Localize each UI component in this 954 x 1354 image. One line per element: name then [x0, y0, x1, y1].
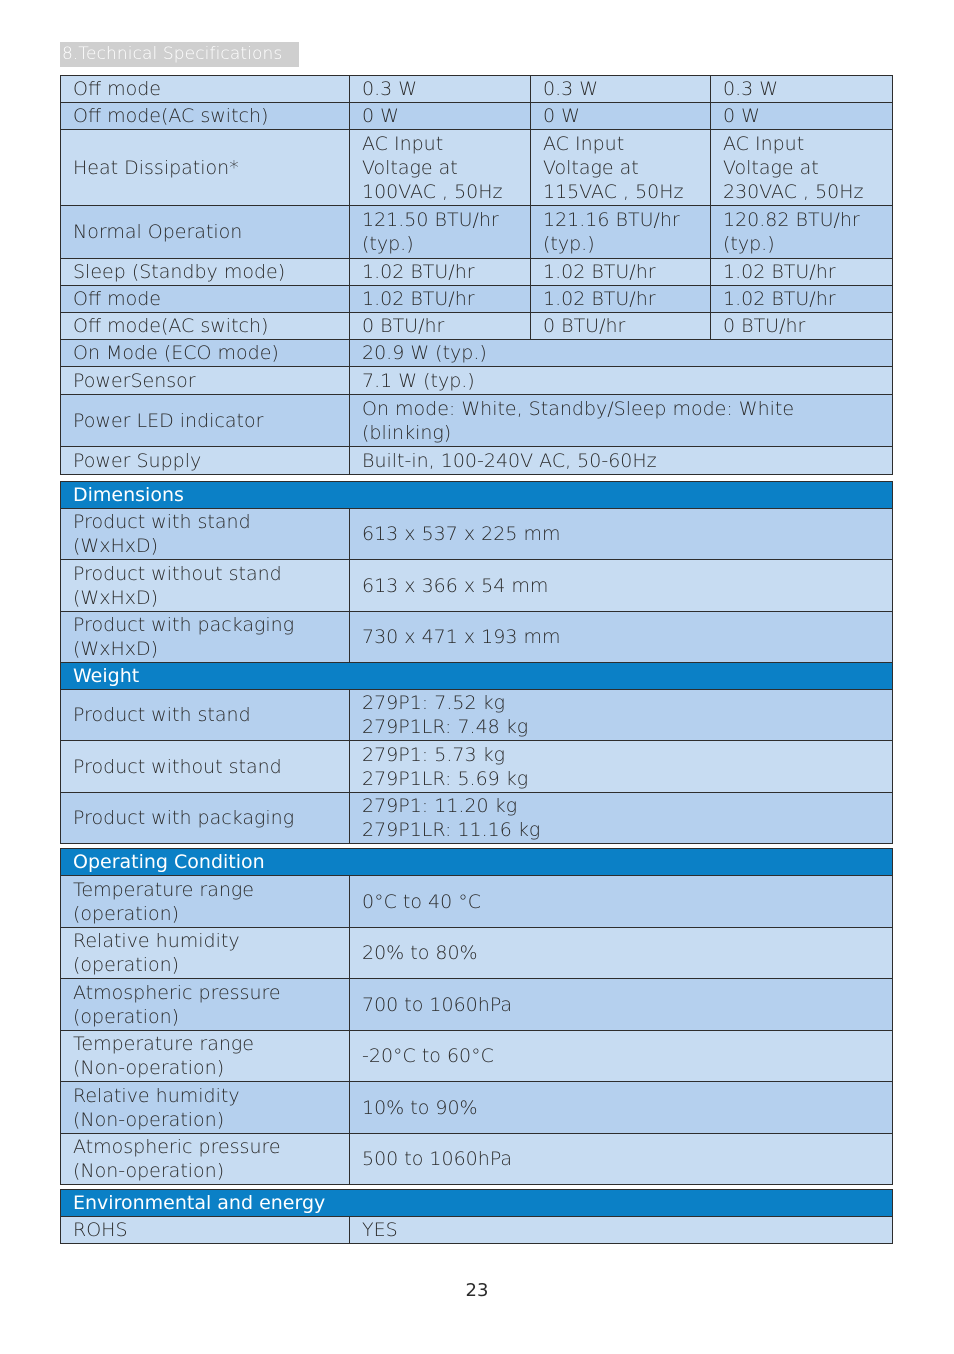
value-cell: 0.3 W [531, 76, 711, 103]
value-cell: 0°C to 40 °C [350, 876, 893, 928]
value-cell: 0.3 W [350, 76, 531, 103]
section-header-weight [61, 663, 893, 690]
row-label: Product with packaging [61, 793, 350, 844]
section-title-tab: 8.Technical Specifications [60, 42, 299, 67]
value-cell: 279P1: 7.52 kg 279P1LR: 7.48 kg [350, 690, 893, 741]
table-row [61, 103, 893, 130]
table-row [61, 690, 893, 741]
value-cell: 700 to 1060hPa [350, 979, 893, 1031]
row-label: Product with stand [61, 690, 350, 741]
row-label: Product with stand (WxHxD) [61, 509, 350, 560]
table-row [61, 130, 893, 206]
power-spec-table [60, 75, 893, 475]
value-cell: 1.02 BTU/hr [531, 259, 711, 286]
page-number: 23 [465, 1280, 489, 1301]
value-cell: 1.02 BTU/hr [711, 286, 893, 313]
section-header-environmental [61, 1190, 893, 1217]
value-cell: AC Input Voltage at 230VAC , 50Hz [711, 130, 893, 206]
section-heading: Environmental and energy [61, 1190, 893, 1217]
table-row [61, 876, 893, 928]
value-cell: 120.82 BTU/hr (typ.) [711, 206, 893, 259]
value-cell: 0 BTU/hr [531, 313, 711, 340]
value-cell: YES [350, 1217, 893, 1244]
value-cell: 1.02 BTU/hr [350, 259, 531, 286]
row-label: Off mode(AC switch) [61, 103, 350, 130]
row-label: Heat Dissipation* [61, 130, 350, 206]
value-cell: 730 x 471 x 193 mm [350, 612, 893, 663]
operating-condition-table [60, 848, 893, 1185]
table-row [61, 1217, 893, 1244]
value-cell: 121.16 BTU/hr (typ.) [531, 206, 711, 259]
value-cell: -20°C to 60°C [350, 1031, 893, 1082]
row-label: Relative humidity (Non-operation) [61, 1082, 350, 1134]
table-row [61, 979, 893, 1031]
table-row [61, 313, 893, 340]
row-label: Atmospheric pressure (Non-operation) [61, 1134, 350, 1185]
value-cell: 1.02 BTU/hr [711, 259, 893, 286]
row-label: Power LED indicator [61, 395, 350, 447]
value-cell: 1.02 BTU/hr [531, 286, 711, 313]
table-row [61, 928, 893, 979]
value-cell: 10% to 90% [350, 1082, 893, 1134]
table-row [61, 206, 893, 259]
value-cell: 613 x 537 x 225 mm [350, 509, 893, 560]
table-row [61, 741, 893, 793]
dimensions-weight-operating-table [60, 481, 893, 844]
row-label: Relative humidity (operation) [61, 928, 350, 979]
row-label: Product without stand [61, 741, 350, 793]
table-row [61, 259, 893, 286]
value-cell: 279P1: 5.73 kg 279P1LR: 5.69 kg [350, 741, 893, 793]
section-heading: Weight [61, 663, 893, 690]
row-label: Temperature range (Non-operation) [61, 1031, 350, 1082]
row-label: Atmospheric pressure (operation) [61, 979, 350, 1031]
row-label: Normal Operation [61, 206, 350, 259]
table-row [61, 1134, 893, 1185]
section-heading: Operating Condition [61, 849, 893, 876]
table-row [61, 612, 893, 663]
value-cell: 0 W [711, 103, 893, 130]
row-label: Power Supply [61, 447, 350, 475]
row-label: Off mode(AC switch) [61, 313, 350, 340]
table-row [61, 340, 893, 367]
value-cell: 20% to 80% [350, 928, 893, 979]
table-row [61, 1082, 893, 1134]
value-cell: 500 to 1060hPa [350, 1134, 893, 1185]
row-label: Product with packaging (WxHxD) [61, 612, 350, 663]
value-cell: 0 BTU/hr [350, 313, 531, 340]
value-cell: On mode: White, Standby/Sleep mode: White (blinking) [350, 395, 893, 447]
row-label: PowerSensor [61, 367, 350, 395]
value-cell: Built-in, 100-240V AC, 50-60Hz [350, 447, 893, 475]
row-label: Product without stand (WxHxD) [61, 560, 350, 612]
value-cell: 20.9 W (typ.) [350, 340, 893, 367]
value-cell: 613 x 366 x 54 mm [350, 560, 893, 612]
value-cell: 1.02 BTU/hr [350, 286, 531, 313]
row-label: ROHS [61, 1217, 350, 1244]
value-cell: 121.50 BTU/hr (typ.) [350, 206, 531, 259]
value-cell: AC Input Voltage at 115VAC , 50Hz [531, 130, 711, 206]
table-row [61, 560, 893, 612]
value-cell: 0 W [531, 103, 711, 130]
section-header-operating [61, 849, 893, 876]
row-label: Temperature range (operation) [61, 876, 350, 928]
section-header-dimensions [61, 482, 893, 509]
table-row [61, 1031, 893, 1082]
value-cell: 0.3 W [711, 76, 893, 103]
table-row [61, 509, 893, 560]
table-row [61, 76, 893, 103]
environmental-table [60, 1189, 893, 1244]
table-row [61, 395, 893, 447]
table-row [61, 367, 893, 395]
row-label: Sleep (Standby mode) [61, 259, 350, 286]
table-row [61, 286, 893, 313]
value-cell: 0 W [350, 103, 531, 130]
value-cell: 0 BTU/hr [711, 313, 893, 340]
row-label: Off mode [61, 76, 350, 103]
row-label: Off mode [61, 286, 350, 313]
table-row [61, 447, 893, 475]
row-label: On Mode (ECO mode) [61, 340, 350, 367]
value-cell: 7.1 W (typ.) [350, 367, 893, 395]
table-row [61, 793, 893, 844]
value-cell: 279P1: 11.20 kg 279P1LR: 11.16 kg [350, 793, 893, 844]
section-heading: Dimensions [61, 482, 893, 509]
value-cell: AC Input Voltage at 100VAC , 50Hz [350, 130, 531, 206]
